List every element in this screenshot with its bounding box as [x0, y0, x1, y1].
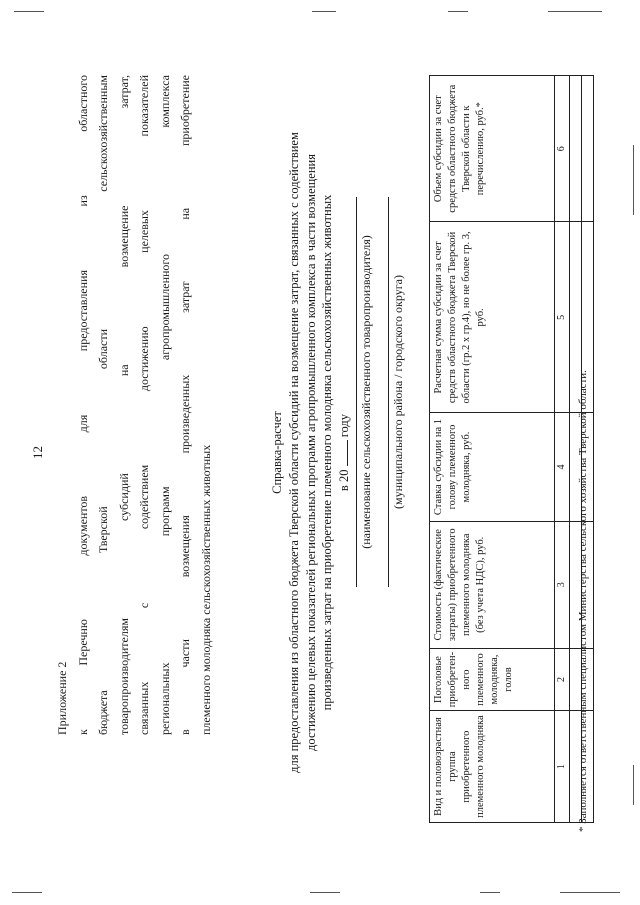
document-heading: Справка-расчет [270, 411, 284, 494]
header-cell: Поголовье приобретен-ного племенного молодняка, голов [430, 648, 555, 710]
year-suffix: году [336, 413, 351, 438]
table-header-row [430, 76, 555, 823]
annex-block [52, 75, 216, 735]
scan-artifact-mark [310, 892, 340, 893]
scan-artifact-mark [633, 145, 634, 215]
annex-title: Приложение 2 [55, 661, 69, 735]
scan-artifact-mark [548, 11, 602, 12]
header-cell: Вид и половозрастная группа приобретенного племенного молодняка [430, 711, 555, 823]
annex-line: товаропроизводителям субсидий на возмещение затрат, [116, 75, 131, 735]
header-cell: Стоимость (фактические затраты) приобретенного племенного молодняка (без учета НДС), руб. [430, 521, 555, 648]
scan-artifact-mark [560, 892, 620, 893]
annex-line: бюджета Тверской области сельскохозяйственным [96, 75, 110, 735]
title-line: для предоставления из областного бюджета Тверской области субсидий на возмещение затрат, связанных с содействием [287, 132, 301, 773]
annex-line: племенного молодняка сельскохозяйственных животных [198, 444, 213, 735]
column-number: 3 [555, 521, 570, 648]
header-cell: Расчетная сумма субсидии за счет средств областного бюджета Тверской области (гр.2 х гр.4), но не более гр. 3, руб. [430, 222, 555, 413]
document-title-block [286, 80, 352, 825]
column-number: 6 [555, 76, 570, 222]
scan-artifact-mark [14, 11, 44, 12]
scan-artifact-mark [312, 11, 336, 12]
annex-line: в части возмещения произведенных затрат на приобретение [178, 75, 192, 735]
annex-line: региональных программ агропромышленного комплекса [157, 75, 172, 735]
scan-artifact-mark [480, 892, 500, 893]
column-number: 1 [555, 711, 570, 823]
municipality-underline [388, 197, 389, 587]
title-line: достижению целевых показателей региональных программ агропромышленного комплекса в части возмещения [303, 154, 318, 751]
column-number: 2 [555, 648, 570, 710]
scan-artifact-mark [448, 11, 468, 12]
title-line: произведенных затрат на приобретение племенного молодняка сельскохозяйственных животных [320, 194, 334, 711]
subsidy-table [429, 75, 594, 823]
year-prefix: в 20 [336, 469, 351, 492]
scan-artifact-mark [12, 892, 42, 893]
header-cell: Ставка субсидии на 1 голову племенного молодняка, руб. [430, 413, 555, 521]
producer-underline [356, 197, 357, 587]
column-number: 5 [555, 222, 570, 413]
header-cell: Объем субсидии за счет средств областного бюджета Тверской области к перечислению, руб.* [430, 76, 555, 222]
year-blank [336, 440, 348, 466]
scan-artifact-mark [633, 765, 634, 805]
footnote: * Заполняется ответственным специалистом Министерства сельского хозяйства Тверской области. [577, 370, 589, 832]
annex-line: к Перечню документов для предоставления из областного [75, 75, 90, 735]
producer-caption: (наименование сельскохозяйственного товаропроизводителя) [359, 235, 373, 549]
column-number: 4 [555, 413, 570, 521]
table-number-row [555, 76, 570, 823]
municipality-caption: (муниципального района / городского округа) [391, 275, 405, 509]
page-number: 12 [30, 446, 45, 459]
annex-line: связанных с содействием достижению целевых показателей [137, 75, 151, 735]
year-line [336, 80, 353, 825]
